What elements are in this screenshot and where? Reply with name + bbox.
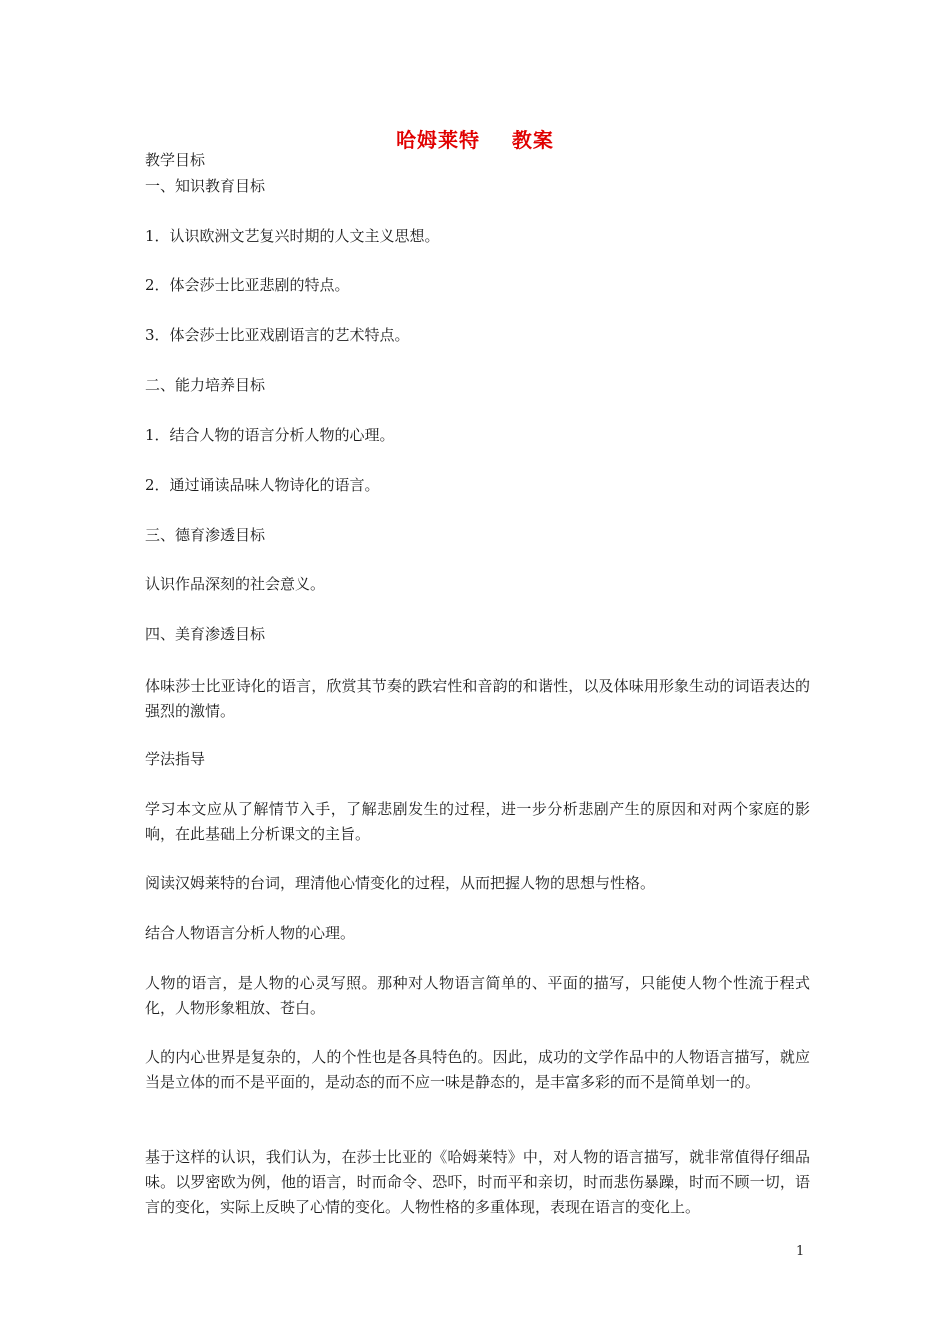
method-paragraph-6: 基于这样的认识，我们认为，在莎士比亚的《哈姆莱特》中，对人物的语言描写，就非常值得仔细品味。以罗密欧为例，他的语言，时而命令、恐吓，时而平和亲切，时而悲伤暴躁，时而不顾一切，语言的变化，实际上反映了心情的变化。人物性格的多重体现，表现在语言的变化上。 <box>145 1148 810 1216</box>
moral-objectives-text: 认识作品深刻的社会意义。 <box>145 575 326 593</box>
knowledge-item-1: 1．认识欧洲文艺复兴时期的人文主义思想。 <box>145 227 440 245</box>
aesthetic-objectives-heading: 四、美育渗透目标 <box>145 625 266 643</box>
ability-item-1: 1．结合人物的语言分析人物的心理。 <box>145 426 395 444</box>
ability-item-2: 2．通过诵读品味人物诗化的语言。 <box>145 476 380 494</box>
method-paragraph-2: 阅读汉姆莱特的台词，理清他心情变化的过程，从而把握人物的思想与性格。 <box>145 874 656 892</box>
method-heading: 学法指导 <box>145 750 206 768</box>
method-paragraph-3: 结合人物语言分析人物的心理。 <box>145 924 356 942</box>
method-paragraph-1: 学习本文应从了解情节入手，了解悲剧发生的过程，进一步分析悲剧产生的原因和对两个家庭的影响，在此基础上分析课文的主旨。 <box>145 800 810 843</box>
moral-objectives-heading: 三、德育渗透目标 <box>145 526 266 544</box>
objectives-heading: 教学目标 <box>145 151 206 169</box>
method-paragraph-5: 人的内心世界是复杂的，人的个性也是各具特色的。因此，成功的文学作品中的人物语言描写，就应当是立体的而不是平面的，是动态的而不应一味是静态的，是丰富多彩的而不是简单划一的。 <box>145 1048 810 1091</box>
aesthetic-objectives-text: 体味莎士比亚诗化的语言，欣赏其节奏的跌宕性和音韵的和谐性，以及体味用形象生动的词语表达的强烈的激情。 <box>145 677 810 720</box>
knowledge-objectives-heading: 一、知识教育目标 <box>145 177 266 195</box>
ability-objectives-heading: 二、能力培养目标 <box>145 376 266 394</box>
knowledge-item-3: 3．体会莎士比亚戏剧语言的艺术特点。 <box>145 326 410 344</box>
knowledge-item-2: 2．体会莎士比亚悲剧的特点。 <box>145 276 350 294</box>
document-title: 哈姆莱特 教案 <box>396 128 554 152</box>
method-paragraph-4: 人物的语言，是人物的心灵写照。那种对人物语言简单的、平面的描写，只能使人物个性流于程式化，人物形象粗放、苍白。 <box>145 974 810 1017</box>
page-number: 1 <box>796 1244 805 1259</box>
